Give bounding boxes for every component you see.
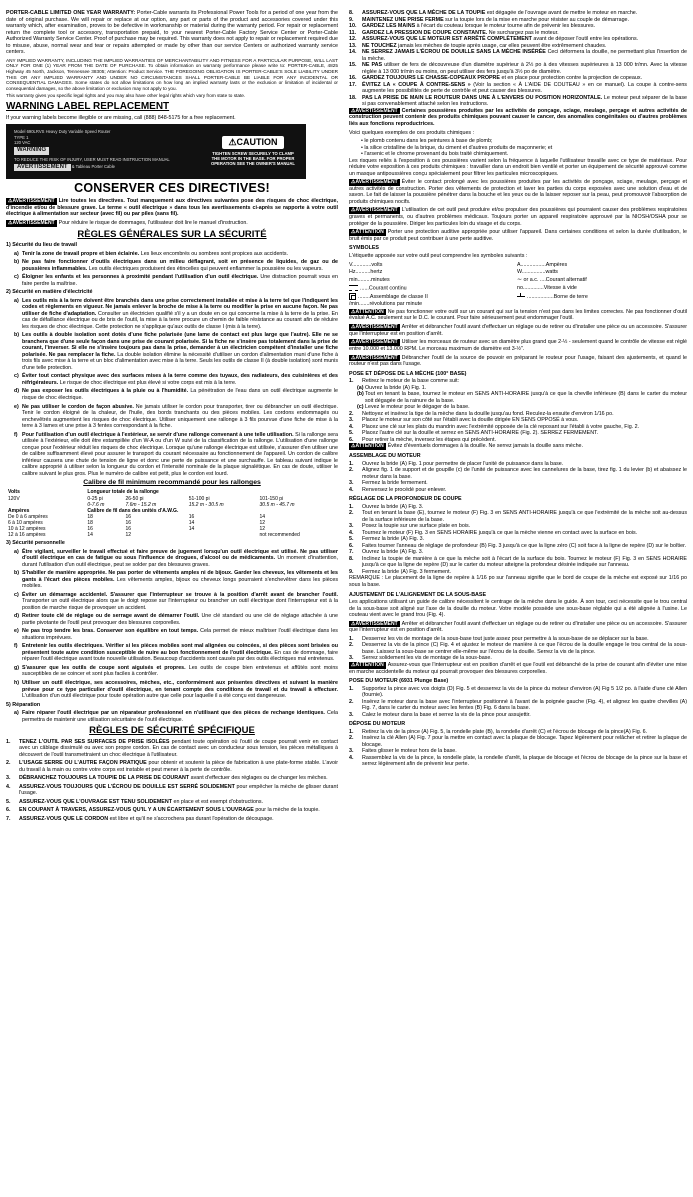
rule-1b: b) Ne pas faire fonctionner d'outils électriques dans un milieu déflagrant, soit en présence de liquides, de gaz ou de poussières inflammables. Les outils électriques produisent des étincelles qui peuvent enflammer la poussière ou les vapeurs. xyxy=(14,259,338,272)
h-electrical: 2) Sécurité en matière d'électricité xyxy=(6,289,93,296)
specific-rule-6: 6. EN COUPANT À TRAVERS, ASSUREZ-VOUS QU'IL Y A UN ÉCARTEMENT SOUS L'OUVRAGE pour la mèche de la toupie. xyxy=(6,807,320,814)
table-row: 6 à 10 ampères 18 16 14 12 xyxy=(8,519,266,526)
subbase-heading: AJUSTEMENT DE L'ALIGNEMENT DE LA SOUS-BASE xyxy=(349,591,487,598)
label-warning-text: TO REDUCE THE RISK OF INJURY, USER MUST READ INSTRUCTION MANUAL xyxy=(14,156,170,162)
list-item: 3. Calez le moteur dans la base et serrez la vis de la pince pour assujettir. xyxy=(349,711,531,718)
list-item: 3. Fermez la bride fermement. xyxy=(349,480,428,487)
rule-2b: b) Les outils à double isolation sont dotés d'une fiche polarisée (une lame de contact est plus large que l'autre). Elle ne se branchera que d'une seule façon dans une prise de courant polarisée. Si la fiche ne s'insère pas totalement dans la prise de courant, l'inverser. Si elle ne s'insère toujours pas dans la prise, demander à un électricien compétent d'installer une fiche polarisée. Ne pas remplacer la fiche. La double isolation élimine la nécessité d'utiliser un cordon d'alimentation muni d'une fiche à trois fils avec mise à la terre et un bloc d'alimentation avec mise à la terre. Seuls les outils de classe II (à double isolation) sont munis d'une telle protection. xyxy=(14,332,338,371)
attention-icon: ⚠ATTENTION xyxy=(351,443,384,450)
chemical-warning: ⚠AVERTISSEMENT Certaines poussières produites par les activités de ponçage, sciage, meulage, perçage et autres activités de construction peuvent contenir des produits chimiques pouvant causer le cancer, des anomalies congénitales ou d'autres problèmes liés aux fonctions reproductrices. xyxy=(349,107,687,127)
rule-3e: e) Ne pas trop tendre les bras. Conserver son équilibre en tout temps. Cela permet de mieux maîtriser l'outil électrique dans les situations imprévues. xyxy=(14,628,338,641)
caution-text: TIGHTEN SCREW SECURELY TO CLAMP THE MOTOR IN THE BASE. FOR PROPER OPERATION SEE THE OWNER'S MANUAL xyxy=(211,151,295,167)
rule-3a: a) Être vigilant, surveiller le travail effectué et faire preuve de jugement lorsqu'un outil électrique est utilisé. Ne pas utiliser d'outil électrique en cas de fatigue ou sous l'influence de drogues, d'alcool ou de médicaments. Un moment d'inattention, durant l'utilisation d'un outil électrique, peut se solder par des blessures graves. xyxy=(14,548,338,568)
list-item: 2. Tout en tenant la base (E), tournez le moteur (F) Fig. 3 en SENS ANTI-HORAIRE jusqu'à ce que l'extrémité de la mèche soit au-dessus de la surface inférieure de la base. xyxy=(349,510,687,523)
double-insulation-icon xyxy=(349,293,356,300)
caution-badge: ⚠CAUTION xyxy=(222,136,283,149)
label-avert: AVERTISSEMENT xyxy=(14,164,71,172)
hazard-warning: ⚠AVERTISSEMENT L'utilisation de cet outil peut produire et/ou propulser des poussières qui pourraient causer des problèmes respiratoires graves et permanents, ou d'autres problèmes médicaux. Toujours porter un appareil respiratoire approuvé par la NIOSH/OSHA pour se protéger de la poussière. Diriger les particules loin du visage et du corps. xyxy=(349,207,687,227)
right-column xyxy=(349,10,687,768)
intro-manual xyxy=(6,220,338,227)
warning-label-image xyxy=(6,124,306,179)
warranty-rights: This warranty gives you specific legal rights and you may also have other legal rights which vary from state to state. xyxy=(6,93,246,99)
chemical-after: Les risques reliés à l'exposition à ces poussières varient selon la fréquence à laquelle l'utilisateur travaille avec ce type de matériaux. Pour réduire votre exposition à ces produits chimiques : travailler dans un endroit bien ventilé et porter un équipement de sécurité approuvé comme un masque antipoussières conçu spécialement pour filtrer les particules microscopiques. xyxy=(349,157,687,177)
list-item: 7. Ouvrez la bride (A) Fig. 3. xyxy=(349,549,424,556)
subbase-warning: ⚠AVERTISSEMENT Arrêter et débrancher l'outil avant d'effectuer un réglage ou de retirer ou d'installer une pièce ou un accessoire. S'assurer que l'interrupteur est en position d'arrêt. xyxy=(349,620,687,634)
ground-icon xyxy=(517,293,525,300)
specific-rule-11: 11. GARDEZ LA PRESSION DE COUPE CONSTANTE. Ne surchargez pas le moteur. xyxy=(349,29,559,36)
specific-rule-10: 10. GARDEZ LES MAINS à l'écart du couteau lorsque le moteur tourne afin de prévenir les blessures. xyxy=(349,23,596,30)
dust-warning: ⚠AVERTISSEMENT Éviter le contact prolongé avec les poussières produites par les activités de ponçage, sciage, meulage, perçage et autres activités de construction. Porter des vêtements de protection et laver les parties du corps exposées avec une solution d'eau et de savon. Le fait de laisser la poussière pénétrer dans la bouche et les yeux ou de la laisser reposer sur la peau, peut promouvoir l'absorption de produits chimiques nocifs. xyxy=(349,179,687,205)
intro-warning xyxy=(6,198,338,218)
list-item: 3. Faites glisser le moteur hors de la base. xyxy=(349,748,457,755)
cord-table-title: Calibre de fil minimum recommandé pour les rallonges xyxy=(83,479,261,487)
rule-2f: f) Pour l'utilisation d'un outil électrique à l'extérieur, se servir d'une rallonge convenant à une telle utilisation. Si la rallonge sera utilisée à l'extérieur, elle doit être estampillée d'un W-A ou d'un W suivi de la classification de la rallonge. L'utilisation d'une rallonge conçue pour l'extérieur réduit les risques de choc électrique. Lorsque qu'une rallonge électrique est utilisée, s'assurer d'en utiliser une de calibre suffisamment élevé pour assurer le transport du courant nécessaire au fonctionnement de l'appareil. Un cordon de calibre inférieur causera une chute de tension de ligne et donc une perte de puissance et une surchauffe. Le tableau suivant indique le calibre approprié à utiliser selon la longueur du cordon et l'intensité nominale de la plaque signalétique. En cas de doute, utiliser le calibre suivant le plus gros. Plus le numéro de calibre est petit, plus le cordon est lourd. xyxy=(14,431,338,477)
warranty-title: PORTER-CABLE LIMITED ONE YEAR WARRANTY: xyxy=(6,10,136,16)
list-item: 2. Desserrez la vis de la pince (C) Fig. 4 et ajustez le moteur de manière à ce que l'écrou de la douille engage le trou central de la sous-base. Laissez la sous-base se centrer elle-même sur l'écrou de la douille. Serrez la vis de la pince. xyxy=(349,642,687,655)
specific-rule-1: 1. TENEZ L'OUTIL PAR SES SURFACES DE PRISE ISOLÉES pendant toute opération où l'outil de coupe pourrait venir en contact avec un câblage dissimulé ou avec son propre cordon. En cas de contact avec un conducteur sous tension, les pièces métalliques à découvert de l'outil transmettraient un choc électrique à l'utilisateur. xyxy=(6,738,338,758)
specific-rule-12: 12. ASSUREZ-VOUS QUE LE MOTEUR EST ARRÊTÉ COMPLÈTEMENT avant de déposer l'outil entre les opérations. xyxy=(349,36,639,43)
table-row: 12 à 16 ampères 14 12 not recommended xyxy=(8,532,300,539)
cord-length-head: Longueur totale de la rallonge xyxy=(87,489,159,496)
cord-amp-head: Ampères xyxy=(8,507,30,514)
specific-rule-5: 5. ASSUREZ-VOUS QUE L'OUVRAGE EST TENU SOLIDEMENT en place et est exempt d'obstructions. xyxy=(6,798,264,805)
list-item: 2. Insérez la clé Allen (A) Fig. 7 pour la mettre en contact avec la plaque de blocage. Tapez légèrement pour relâcher et retirer la plaque de blocage. xyxy=(349,735,687,748)
label-left xyxy=(14,129,199,173)
cord-range: 101-150 pi xyxy=(259,495,284,502)
cord-awg-head: Calibre de fil dans des unités d'A.W.G. xyxy=(87,507,179,514)
rule-1c: c) Éloigner les enfants et les personnes à proximité pendant l'utilisation d'un outil électrique. Une distraction pourrait vous en faire perdre la maîtrise. xyxy=(14,274,338,287)
cord-volt: 120V xyxy=(8,495,20,502)
list-item: 2. Nettoyez et insérez la tige de la mèche dans la douille jusqu'au fond. Reculez-la ensuite d'environ 1/16 po. xyxy=(349,410,614,417)
replacement-heading: WARNING LABEL REPLACEMENT xyxy=(6,101,170,113)
list-item: 3. Placez le moteur sur son côté sur l'établi avec la douille dirigée EN SENS OPPOSÉ à vous. xyxy=(349,417,579,424)
specific-rule-13: 13. NE TOUCHEZ jamais les mèches de toupie après usage, car elles peuvent être extrêmement chaudes. xyxy=(349,42,607,49)
rule-3d: d) Retirer toute clé de réglage ou de serrage avant de démarrer l'outil. Une clé standard ou une clé de réglage attachée à une partie pivotante de l'outil peut provoquer des blessures corporelles. xyxy=(14,613,338,626)
specific-rule-3: 3. DÉBRANCHEZ TOUJOURS LA TOUPIE DE LA PRISE DE COURANT avant d'effectuer des réglages ou de changer les mèches. xyxy=(6,775,328,782)
attention-icon: ⚠ATTENTION xyxy=(351,308,384,315)
replacement-text: If your warning labels become illegible or are missing, call (888) 848-5175 for a free replacement. xyxy=(6,115,236,122)
warning-icon: ⚠AVERTISSEMENT xyxy=(351,354,398,361)
symbol-row: V.............volts A.................Ampères xyxy=(349,261,568,268)
ear-attention: ⚠ATTENTION Porter une protection auditive appropriée pour utiliser l'appareil. Dans certaines conditions et selon la durée d'utilisation, le bruit émis par ce produit peut contribuer à une perte auditive. xyxy=(349,229,687,242)
list-item: (a) Ouvrez la bride (A) Fig. 1. xyxy=(357,384,427,391)
list-item: 6. Faites tourner l'anneau de réglage de profondeur (B) Fig. 3 jusqu'à ce que la ligne zéro (C) soit face à la ligne de repère (D) sur le boîtier. xyxy=(349,542,687,549)
label-warning: WARNING xyxy=(14,147,49,155)
notice-unplug: ⚠AVERTISSEMENT Arrêter et débrancher l'outil avant d'effectuer un réglage ou de retirer ou d'installer une pièce ou un accessoire. S'assurer que l'interrupteur est en position d'arrêt. xyxy=(349,323,687,337)
warning-icon: ⚠AVERTISSEMENT xyxy=(8,219,55,226)
warning-icon: ⚠AVERTISSEMENT xyxy=(351,207,398,214)
list-item: 5. Placez l'autre clé sur la douille et serrez en SENS ANTI-HORAIRE (Fig. 2). SERREZ FERMEMENT. xyxy=(349,430,599,437)
specific-rule-14: 14. NE SERREZ JAMAIS L'ÉCROU DE DOUILLE SANS LA MÈCHE INSÉRÉE Ceci déformera la douille, ne permettant plus l'insertion de la mèche. xyxy=(349,49,687,62)
rule-3b: b) S'habiller de manière appropriée. Ne pas porter de vêtements amples ni de bijoux. Garder les cheveux, les vêtements et les gants à l'écart des pièces mobiles. Les vêtements amples, bijoux ou cheveux longs pourraient s'enchevêtrer dans les pièces mobiles. xyxy=(14,570,339,590)
specific-rule-18: 18. PAS LA PRISE DE MAIN LE ROUTEUR DANS UNE À L'ENVERS OU POSITION HORIZONTALE. Le moteur peut séparer de la base si pas convenablement attaché selon les instructions. xyxy=(349,94,687,108)
attention-icon: ⚠ATTENTION xyxy=(351,229,384,236)
list-item: 9. Fermez la bride (A) Fig. 3 fermement. xyxy=(349,568,452,575)
cord-table xyxy=(6,489,338,538)
specific-rule-15: 15. NE PAS utiliser de fers de découvreuse d'un diamètre supérieur à 2½ po à des vitesses supérieures à 13 000 tr/mn. Avec la vitesse réglée à 13 000 tr/min ou moins, on peut utiliser des fers jusqu'à 3½ po de diamètre. xyxy=(349,62,687,75)
specific-rule-9: 9. MAINTENEZ UNE PRISE FERME sur la toupie lors de la mise en marche pour résister au couple de démarrage. xyxy=(349,16,630,23)
list-item: • l'arsenic et le chrome provenant du bois traité chimiquement. xyxy=(361,151,509,158)
list-item: 2. Insérez le moteur dans la base avec l'interrupteur positionné à l'avant de la poignée gauche (Fig. 4), et alignez les quatre chevilles (A) Fig. 7, dans le carter du moteur avec les fentes (B) Fig. 6 dans la base. xyxy=(349,698,687,712)
subbase-text: Les applications utilisant un guide de calibre nécessitent le centrage de la mèche dans le guide. À son tour, ceci nécessite que le trou central de la sous-base soit aligné sur l'axe de la douille du moteur. Votre modèle possède une sous-base réglable qui a été alignée à l'usine. Le couteau vient avec le grand trou (Fig. 4). xyxy=(349,599,687,619)
rule-3c: c) Éviter un démarrage accidentel. S'assurer que l'interrupteur se trouve à la position d'arrêt avant de brancher l'outil. Transporter un outil électrique alors que le doigt repose sur l'interrupteur ou brancher un outil électrique dont l'interrupteur est à la position de marche risque de provoquer un accident. xyxy=(14,591,338,611)
specific-rule-17: 17. ÉVITEZ LA « COUPE À CONTRE-SENS » (Voir la section « À L'AIDE DE COUTEAU » en ce manuel). La coupe à contre-sens augmente les possibilités de perte de contrôle et peut causer des blessures. xyxy=(349,81,687,95)
list-item: 4. Tournez le moteur (F) Fig. 3 en SENS HORAIRE jusqu'à ce que la mèche vienne en contact avec la surface en bois. xyxy=(349,529,638,536)
label-model: Model 690LRVS Heavy Duty Variable Speed Router xyxy=(14,129,111,135)
list-item: 8. Inclinez la toupie de manière à ce que la mèche soit à l'écart de la surface du bois. Tournez le moteur (F) Fig. 3 en SENS HORAIRE jusqu'à ce que la ligne de repère (D) sur le carter du moteur atteigne la profondeur désirée indiquée sur l'anneau. xyxy=(349,555,687,569)
chemical-intro: Voici quelques exemples de ces produits chimiques : xyxy=(349,129,475,136)
dc-icon xyxy=(349,285,358,291)
rule-2c: c) Éviter tout contact physique avec des surfaces mises à la terre comme des tuyaux, des radiateurs, des cuisinières et des réfrigérateurs. Le risque de choc électrique est plus élevé si votre corps est mis à la terre. xyxy=(14,373,338,386)
ac-icon: ∼ xyxy=(517,276,523,283)
cord-range-m: 0-7.6 m xyxy=(87,501,105,508)
intro2: Pour réduire le risque de dommages, l'utilisateur doit lire le manuel d'instruction. xyxy=(58,219,248,226)
cord-volts-head: Volts xyxy=(8,489,20,496)
warning-icon: ⚠AVERTISSEMENT xyxy=(351,179,398,186)
cord-range: 0-25 pi xyxy=(87,495,103,502)
warranty-paragraph xyxy=(6,10,338,56)
label-volt: 120 VAC xyxy=(14,139,31,145)
general-rules-title: RÈGLES GÉNÉRALES SUR LA SÉCURITÉ xyxy=(77,228,267,240)
warning-icon: ⚠AVERTISSEMENT xyxy=(351,323,398,330)
specific-rule-7: 7. ASSUREZ-VOUS QUE LE CORDON est libre et qu'il ne s'accrochera pas durant l'opération de découpage. xyxy=(6,815,274,822)
symbol-row: Hz..........hertz W................watts xyxy=(349,269,558,276)
depth-heading: RÉGLAGE DE LA PROFONDEUR DE COUPE xyxy=(349,496,462,503)
h-work-area: 1) Sécurité du lieu de travail xyxy=(6,242,77,249)
symbol-row: ........Assemblage de classe II ..................Borne de terre xyxy=(349,293,687,300)
symbols-heading: SYMBOLES xyxy=(349,245,379,252)
list-item: • le plomb contenu dans les peintures à base de plomb; xyxy=(361,138,493,145)
label-type: TYPE 1 xyxy=(14,134,29,140)
motor-install-heading: POSE DU MOTEUR (6931 Plunge Base) xyxy=(349,678,449,685)
list-item: 1. Retirez la vis de la pince (A) Fig. 5, la rondelle plate (B), la rondelle d'arrêt (C) et l'écrou de blocage de la pince(A) Fig. 6. xyxy=(349,728,648,735)
warning-icon: ⚠AVERTISSEMENT xyxy=(351,107,398,114)
warning-icon: ⚠AVERTISSEMENT xyxy=(351,620,398,627)
left-column xyxy=(6,10,338,824)
list-item: • la silice cristalline de la brique, du ciment et d'autres produits de maçonnerie; et xyxy=(361,144,553,151)
symbol-row: ......Courant continu no..............Vitesse à vide xyxy=(349,285,687,292)
switch-attention: ⚠ATTENTION Assurez-vous que l'interrupteur est en position d'arrêt et que l'outil est débranché de la prise de courant afin d'éviter une mise en marche accidentelle du moteur qui pourrait provoquer des blessures corporelles. xyxy=(349,661,687,675)
h-personal: 3) Sécurité personnelle xyxy=(6,540,65,547)
table-row: 10 à 12 ampères 16 16 14 12 xyxy=(8,526,266,533)
specific-rule-8: 8. ASSUREZ-VOUS QUE LA MÈCHE DE LA TOUPIE est dégagée de l'ouvrage avant de mettre le moteur en marche. xyxy=(349,10,638,16)
cord-range: 26-50 pi xyxy=(125,495,144,502)
specific-rule-4: 4. ASSUREZ-VOUS TOUJOURS QUE L'ÉCROU DE DOUILLE EST SERRÉ SOLIDEMENT pour empêcher la mèche de glisser durant l'usage. xyxy=(6,783,338,797)
motor-assembly-heading: ASSEMBLAGE DU MOTEUR xyxy=(349,453,421,460)
warranty-body: Porter-Cable warrants its Professional Power Tools for a period of one year from the date of original purchase. We will repair or replace at our option, any part or parts of the product and accessories covered under this warranty which, after examination, proves to be defective in workmanship or material during the warranty period. For repair or replacement return the complete tool or accessory, transportation prepaid, to your nearest Porter-Cable Factory Service Center or Porter-Cable Authorized Warranty Service Center. Proof of purchase may be required. This warranty does not apply to repair or replacement required due to misuse, abuse, normal wear and tear or repairs attempted or made by other than our service Centers or authorized warranty service centers. xyxy=(6,10,338,56)
list-item: 2. Alignez fig. 1 de support et de goupille (c) de l'unité de puissance avec les cannelures de la base, tirez fig. 1 du levier (b) et abaissez le moteur dans la base. xyxy=(349,467,687,480)
cord-range-m: 7.6m - 15.2 m xyxy=(125,501,157,508)
rule-3f: f) Entretenir les outils électriques. Vérifier si les pièces mobiles sont mal alignées ou coincées, si des pièces sont brisées ou présentent toute autre condition susceptible de nuire au bon fonctionnement de l'outil électrique. En cas de dommage, faire réparer l'outil électrique avant toute nouvelle utilisation. Beaucoup d'accidents sont causés par des outils électriques mal entretenus. xyxy=(14,643,338,663)
list-item: 1. Supportez la pince avec vos doigts (D) Fig. 5 et desserrez la vis de la pince du moteur d'environ (A) Fig 5 1/2 po. à l'aide d'une clé Allen (fournie). xyxy=(349,685,687,699)
rule-2a: a) Les outils mis à la terre doivent être branchés dans une prise correctement installée et mise à la terre tel que l'indiquent les codes et règlements en vigueur. Ne jamais enlever la broche de mise à la terre ou modifier la prise en aucune façon. Ne pas utiliser de fiche d'adaptation. Consulter un électricien qualifié s'il y a un doute en ce qui concerne la mise à la terre de la prise. En cas de défaillance électrique ou de bris de l'outil, la mise à la terre procure un chemin de faible résistance au courant afin de réduire les risques de choc électrique. Cette protection ne s'applique qu'aux outils de classe I (mis à la terre). xyxy=(14,297,338,330)
attention-icon: ⚠ATTENTION xyxy=(351,661,384,668)
list-item: 4. Placez une clé sur les plats du mandrin avec l'extrémité opposée de la clé reposant sur l'établi à votre gauche, Fig. 2. xyxy=(349,423,640,430)
notice-power: ⚠AVERTISSEMENT Débrancher l'outil de la source de pouvoir en préparant le routeur pour l'usage, faisant des ajustements, et quand le routeur n'est pas dans l'usage. xyxy=(349,354,687,368)
list-item: 1. Ouvrez la bride (A) Fig. 3. xyxy=(349,503,424,510)
list-item: 5. Fermez la bride (A) Fig. 3. xyxy=(349,536,425,543)
depth-remark: REMARQUE : Le placement de la ligne de repère à 1/16 po sur l'anneau signifie que le bord de coupe de la mèche est exposé sur 1/16 po sous la base. xyxy=(349,575,687,588)
specific-rules-title: RÈGLES DE SÉCURITÉ SPÉCIFIQUE xyxy=(89,725,255,737)
rule-2e: e) Ne pas utiliser le cordon de façon abusive. Ne jamais utiliser le cordon pour transporter, tirer ou débrancher un outil électrique. Tenir le cordon éloigné de la chaleur, de l'huile, des bords tranchants ou des pièces mobiles. Les cordons endommagés ou enchevêtrés augmentent les risques de choc électrique. Utiliser uniquement une rallonge à 3 fils pourvue d'une fiche de mise à la terre à 3 lames et une prise à 3 fentes correspondant à la fiche. xyxy=(14,403,338,430)
symbol-row: min.........minutes ∼ or a.c. ....Courant alternatif xyxy=(349,276,587,283)
cord-range-m: 15.2 m - 30.5 m xyxy=(188,501,224,508)
rule-5a: a) Faire réparer l'outil électrique par un réparateur professionnel en n'utilisant que des pièces de rechange identiques. Cela permettra de maintenir une utilisation sécuritaire de l'outil électrique. xyxy=(14,710,338,723)
label-right xyxy=(208,136,298,166)
warning-icon: ⚠AVERTISSEMENT xyxy=(8,198,55,205)
list-item: 1. Desserrez les vis de montage de la sous-base tout juste assez pour permettre à la sous-base de se déplacer sur la base. xyxy=(349,635,649,642)
list-item: 3. Serrez solidement les vis de montage de la sous-base. xyxy=(349,655,492,662)
rule-2d: d) Ne pas exposer les outils électriques à la pluie ou à l'humidité. La pénétration de l'eau dans un outil électrique augmente le risque de choc électrique. xyxy=(14,388,338,401)
list-item: 6. Pour retirer la mèche, inversez les étapes qui précèdent. xyxy=(349,436,496,443)
list-item: (b) Tout en tenant la base, tournez le moteur en SENS ANTI-HORAIRE jusqu'à ce que la cheville inférieure (B) dans le carter du moteur soit dégagée de la rainure de la base. xyxy=(357,391,687,404)
implied-warranty: ANY IMPLIED WARRANTY, INCLUDING THE IMPLIED WARRANTIES OF MERCHANTABILITY AND FITNESS FOR A PARTICULAR PURPOSE, WILL LAST ONLY FOR ONE (1) YEAR FROM THE DATE OF PURCHASE. To obtain information on warranty performance please write to: PORTER-CABLE, 4825 Highway 45 North, Jackson, Tennessee 38305; Attention: Product Service. THE FOREGOING OBLIGATION IS PORTER-CABLE'S SOLE LIABILITY UNDER THIS OR ANY IMPLIED WARRANTY AND UNDER NO CIRCUMSTANCES SHALL PORTER-CABLE BE LIABLE FOR ANY INCIDENTAL OR CONSEQUENTIAL DAMAGES. Some states do not allow limitations on how long an implied warranty lasts or the exclusion or limitation of incidental or consequential damages, so the above limitation or exclusion may not apply to you. xyxy=(6,57,338,91)
list-item: 1. Retirez le moteur de la base comme suit: xyxy=(349,378,460,385)
list-item: (c) Levez le moteur pour le dégager de la base. xyxy=(357,404,470,411)
specific-rule-16: 16. GARDEZ TOUJOURS LE CHASSE-COPEAUX PROPRE et en place pour protection contre la projection de copeaux. xyxy=(349,75,642,82)
notice-diameter: ⚠AVERTISSEMENT Utiliser les morceaux de routeur avec un diamètre plus grand que 2-½ - seulement quand le contrôle de vitesse est réglé entre 10.000 et 13.000 RPM. Le morceau maximum de diamètre est 3-½". xyxy=(349,339,687,352)
symbols-intro: L'étiquette apposée sur votre outil peut comprendre les symboles suivants : xyxy=(349,252,528,259)
label-avert-text: & Tableau Porter Cable xyxy=(71,163,115,169)
bit-install-heading: POSE ET DÉPOSE DE LA MÈCHE (100° BASE) xyxy=(349,370,467,377)
symbol-row: /min.......révolutions par minute xyxy=(349,301,423,308)
list-item: 4. Rassemblez la vis de la pince, la rondelle plate, la rondelle d'arrêt, la plaque de blocage et l'écrou de blocage de la pince sur la base et serrez légèrement afin de prévenir leur perte. xyxy=(349,754,687,768)
table-row: De 0 à 6 ampères 18 16 16 14 xyxy=(8,513,266,520)
rule-3h: h) Utiliser un outil électrique, ses accessoires, mèches, etc., conformément aux présentes directives et suivant la manière prévue pour ce type particulier d'outil électrique, en tenant compte des conditions de travail et du travail à effectuer. L'utilisation d'un outil électrique pour toute opération autre que celle pour laquelle il a été conçu est dangereuse. xyxy=(14,680,338,700)
specific-rule-2: 2. L'USAGE SERRE OU L'AUTRE FAÇON PRATIQUE pour obtenir et soutenir la pièce de fabrication à une plate-forme stable. L'avoir du travail à la main ou contre votre corps est instable et peut mener à la perte de contrôle. xyxy=(6,760,338,773)
list-item: 4. Renversez le procédé pour enlever. xyxy=(349,486,447,493)
rule-3g: g) S'assurer que les outils de coupe sont aiguisés et propres. Les outils de coupe bien entretenus et affûtés sont moins susceptibles de se coincer et sont plus faciles à contrôler. xyxy=(14,664,338,678)
list-item: 3. Posez la toupie sur une surface plate en bois. xyxy=(349,523,471,530)
h-repair: 5) Réparation xyxy=(6,701,41,708)
warning-icon: ⚠AVERTISSEMENT xyxy=(351,339,398,346)
collet-attention: ⚠ATTENTION Évitez d'éventuels dommages à la douille. Ne serrez jamais la douille sans mèche. xyxy=(351,443,584,450)
notice-current: ⚠ATTENTION Ne pas fonctionner votre outil sur un courant qui sur la tension n'est pas dans les limites correctes. Ne pas fonctionner d'outil évalué A.C. seulement sur le D.C. le courant. Pour faire sérieusement peut endommager l'outil. xyxy=(349,308,687,322)
rule-1a: a) Tenir la zone de travail propre et bien éclairée. Les lieux encombrés ou sombres sont propices aux accidents. xyxy=(14,250,289,257)
list-item: 1. Ouvrez la bride (A) Fig. 1 pour permettre de placer l'unité de puissance dans la base. xyxy=(349,460,564,467)
intro1: Lire toutes les directives. Tout manquement aux directives suivantes pose des risques de choc électrique, d'incendie et/ou de blessure grave. Le terme « outil électrique » dans tous les avertissements ci-après se rapporte à votre outil électrique à alimentation sur secteur (avec fil) ou par piles (sans fil). xyxy=(6,198,338,218)
cord-range-m: 30.5 m - 45.7 m xyxy=(259,501,295,508)
motor-removal-heading: DÉPOSE DU MOTEUR xyxy=(349,721,406,728)
cord-range: 51-100 pi xyxy=(188,495,210,502)
save-directives-title: CONSERVER CES DIRECTIVES! xyxy=(74,180,270,195)
